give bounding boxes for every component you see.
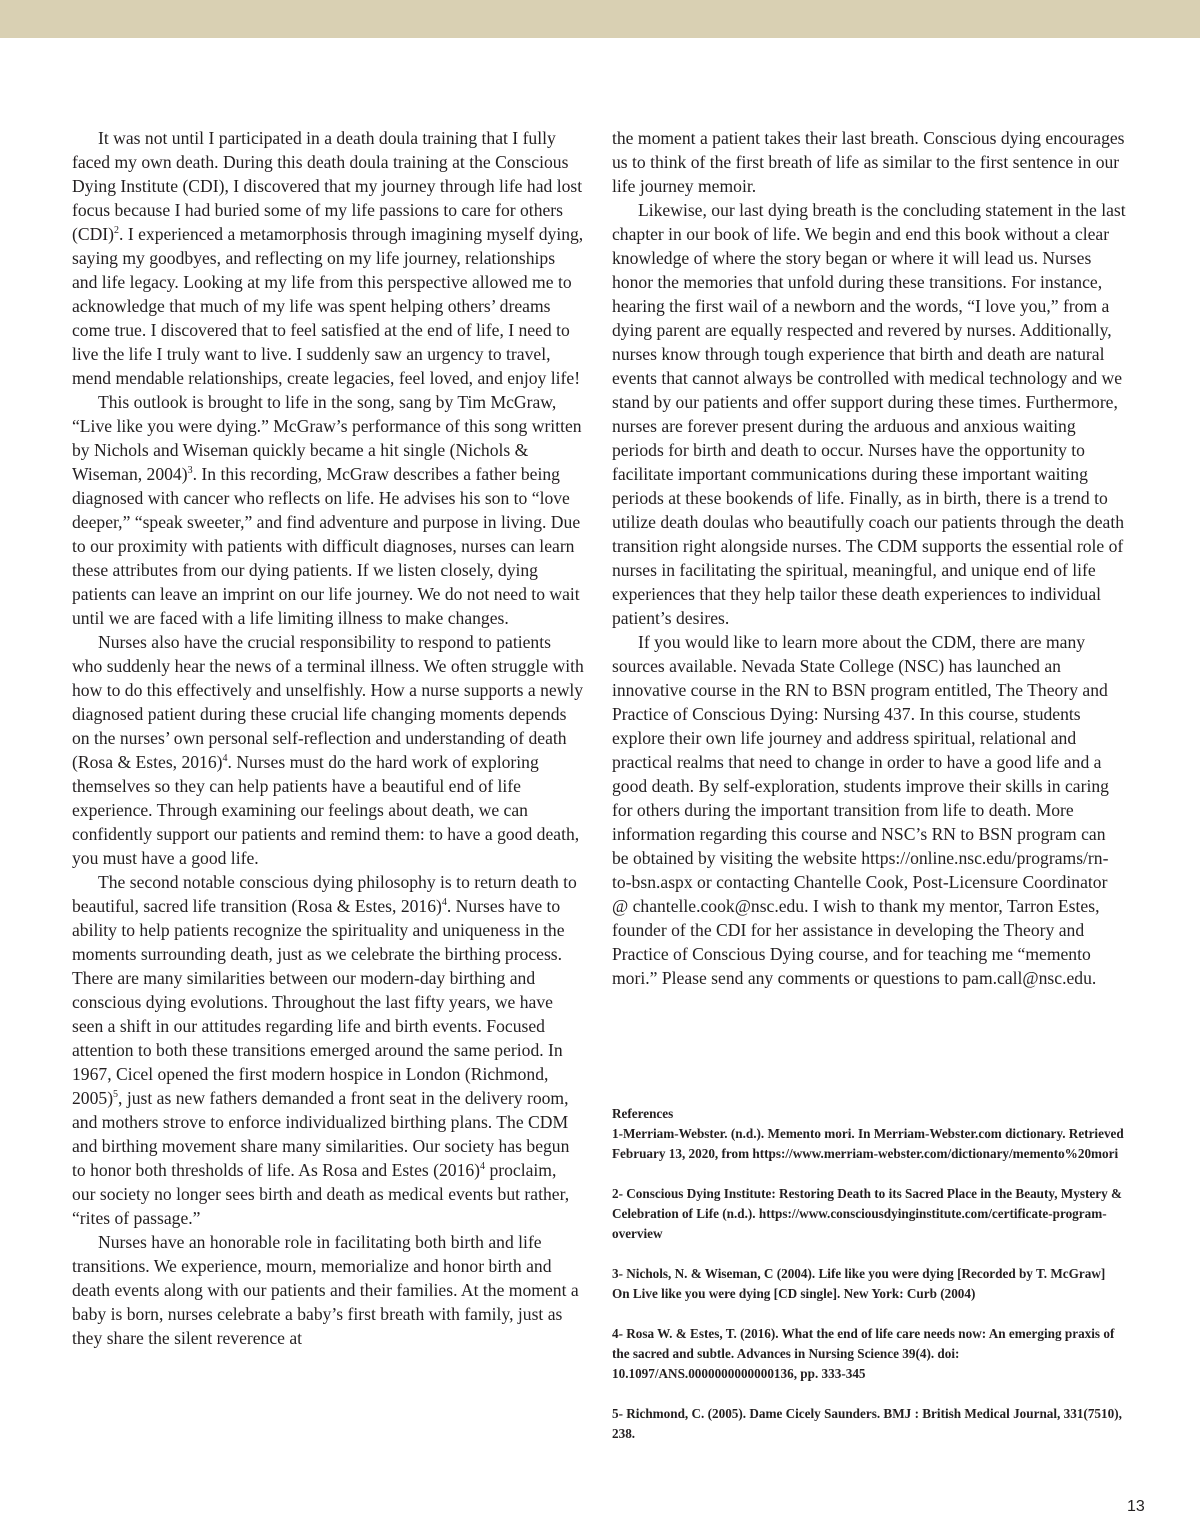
paragraph: the moment a patient takes their last breath. Conscious dying encourages us to think of the first breath of life as similar to the first sentence in our life journey memoir. <box>612 128 1125 196</box>
references-section <box>612 1104 1124 1464</box>
paragraph: Likewise, our last dying breath is the concluding statement in the last chapter in our book of life. We begin and end this book without a clear knowledge of where the story began or where it will lead us. Nurses honor the memories that unfold during these transitions. For instance, hearing the first wail of a newborn and the words, “I love you,” from a dying parent are equally respected and revered by nurses. Additionally, nurses know through tough experience that birth and death are natural events that cannot always be controlled with medical technology and we stand by our patients and offer support during these times. Furthermore, nurses are forever present during the arduous and anxious waiting periods for birth and death to occur. Nurses have the opportunity to facilitate important communications during these important waiting periods at these bookends of life. Finally, as in birth, there is a trend to utilize death doulas who beautifully coach our patients through the death transition right alongside nurses. The CDM supports the essential role of nurses in facilitating the spiritual, meaningful, and unique end of life experiences that they help tailor these death experiences to individual patient’s desires. <box>612 200 1126 628</box>
reference-item: 4- Rosa W. & Estes, T. (2016). What the end of life care needs now: An emerging praxis of the sacred and subtle. Advances in Nursing Science 39(4). doi: 10.1097/ANS.0000000000000136, pp. 333-345 <box>612 1326 1115 1381</box>
paragraph: This outlook is brought to life in the song, sang by Tim McGraw, “Live like you were dying.” McGraw’s performance of this song written by Nichols and Wiseman quickly became a hit single (Nichols & Wiseman, 2004)$^3$. In this recording, McGraw describes a father being diagnosed with cancer who reflects on life. He advises his son to “love deeper,” “speak sweeter,” and find adventure and purpose in living. Due to our proximity with patients with difficult diagnoses, nurses can learn these attributes from our dying patients. If we listen closely, dying patients can leave an imprint on our life journey. We do not need to wait until we are faced with a life limiting illness to make changes. <box>72 392 582 628</box>
right-column <box>612 126 1126 990</box>
paragraph: The second notable conscious dying philosophy is to return death to beautiful, sacred life transition (Rosa & Estes, 2016)$^4$. Nurses have to ability to help patients recognize the spirituality and uniqueness in the moments surrounding death, just as we celebrate the birthing process. There are many similarities between our modern-day birthing and conscious dying evolutions. Throughout the last fifty years, we have seen a shift in our attitudes regarding life and birth events. Focused attention to both these transitions emerged around the same period. In 1967, Cicel opened the first modern hospice in London (Richmond, 2005)$^5$, just as new fathers demanded a front seat in the delivery room, and mothers strove to enforce individualized birthing plans. The CDM and birthing movement share many similarities. Our society has begun to honor both thresholds of life. As Rosa and Estes $(2016)^4$ proclaim, our society no longer sees birth and death as medical events but rather, “rites of passage.” <box>72 872 577 1228</box>
reference-item: 3- Nichols, N. & Wiseman, C (2004). Life like you were dying [Recorded by T. McGraw] On Live like you were dying [CD single]. New York: Curb (2004) <box>612 1266 1106 1301</box>
reference-item: 2- Conscious Dying Institute: Restoring Death to its Sacred Place in the Beauty, Mystery & Celebration of Life (n.d.). https://www.consciousdyinginstitute.com/certificate-program-overview <box>612 1186 1122 1241</box>
references-title: References <box>612 1106 674 1121</box>
paragraph: It was not until I participated in a death doula training that I fully faced my own death. During this death doula training at the Conscious Dying Institute (CDI), I discovered that my journey through life had lost focus because I had buried some of my life passions to care for others (CDI)$^2$. I experienced a metamorphosis through imagining myself dying, saying my goodbyes, and reflecting on my life journey, relationships and life legacy. Looking at my life from this perspective allowed me to acknowledge that much of my life was spent helping others’ dreams come true. I discovered that to feel satisfied at the end of life, I need to live the life I truly want to live. I suddenly saw an urgency to travel, mend mendable relationships, create legacies, feel loved, and enjoy life! <box>72 128 584 388</box>
paragraph: Nurses have an honorable role in facilitating both birth and life transitions. We experience, mourn, memorialize and honor birth and death events along with our patients and their families. At the moment a baby is born, nurses celebrate a baby’s first breath with family, just as they share the silent reverence at <box>72 1232 579 1348</box>
reference-item: 1-Merriam-Webster. (n.d.). Memento mori. In Merriam-Webster.com dictionary. Retrieved February 13, 2020, from https://www.merriam-webster.com/dictionary/memento%20mori <box>612 1126 1124 1161</box>
paragraph: If you would like to learn more about the CDM, there are many sources available. Nevada State College (NSC) has launched an innovative course in the RN to BSN program entitled, The Theory and Practice of Conscious Dying: Nursing 437. In this course, students explore their own life journey and address spiritual, relational and practical realms that need to change in order to have a good life and a good death. By self-exploration, students improve their skills in caring for others during the important transition from life to death. More information regarding this course and NSC’s RN to BSN program can be obtained by visiting the website https://online.nsc.edu/programs/rn-to-bsn.aspx or contacting Chantelle Cook, Post-Licensure Coordinator @ chantelle.cook@nsc.edu. I wish to thank my mentor, Tarron Estes, founder of the CDI for her assistance in developing the Theory and Practice of Conscious Dying course, and for teaching me “memento mori.” Please send any comments or questions to pam.call@nsc.edu. <box>612 632 1109 988</box>
page-number: 13 <box>1127 1498 1145 1515</box>
paragraph: Nurses also have the crucial responsibility to respond to patients who suddenly hear the news of a terminal illness. We often struggle with how to do this effectively and unselfishly. How a nurse supports a newly diagnosed patient during these crucial life changing moments depends on the nurses’ own personal self-reflection and understanding of death (Rosa & Estes, 2016)$^4$. Nurses must do the hard work of exploring themselves so they can help patients have a beautiful end of life experience. Through examining our feelings about death, we can confidently support our patients and remind them: to have a good death, you must have a good life. <box>72 632 584 868</box>
header-band <box>0 0 1200 38</box>
left-column <box>72 126 584 1350</box>
reference-item: 5- Richmond, C. (2005). Dame Cicely Saunders. BMJ : British Medical Journal, 331(7510), 238. <box>612 1406 1122 1441</box>
